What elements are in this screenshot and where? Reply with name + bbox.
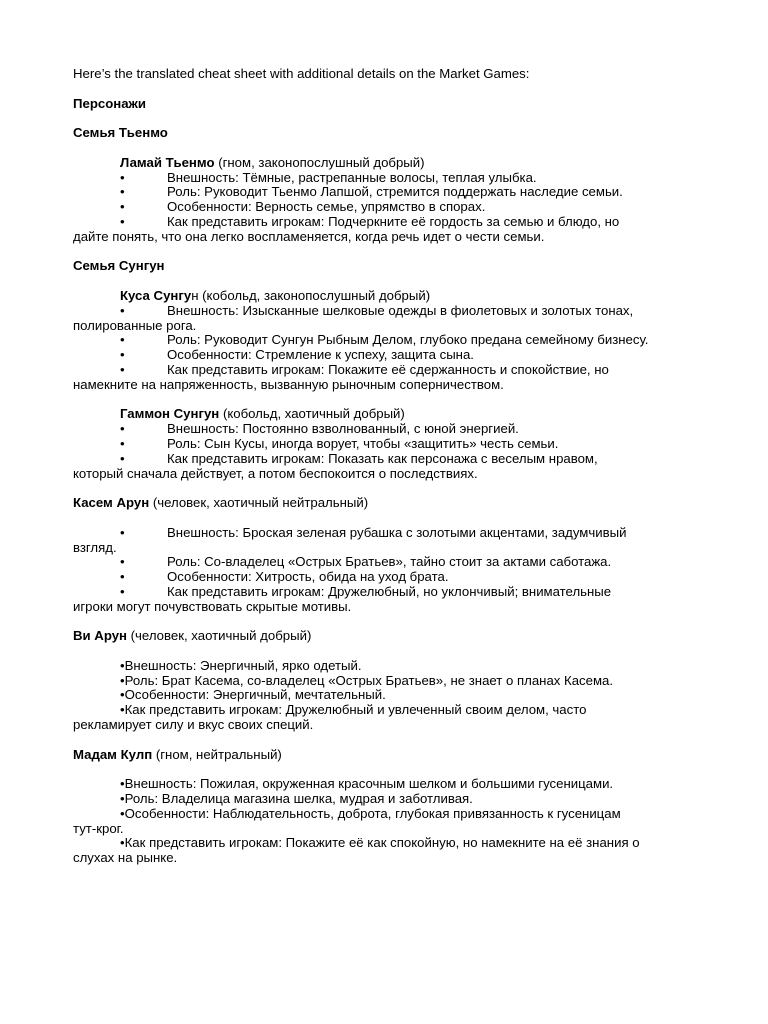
character-lamai <box>73 156 703 171</box>
character-desc: (человек, хаотичный нейтральный) <box>149 495 369 511</box>
list-item: •Особенности: Энергичный, мечтательный. <box>120 687 386 703</box>
character-name: Ламай Тьенмо <box>120 154 215 170</box>
bullet-icon: • <box>120 569 125 585</box>
heading-characters: Персонажи <box>73 95 147 111</box>
character-desc: (гном, законопослушный добрый) <box>214 154 425 170</box>
bullet-icon: • <box>120 169 125 185</box>
character-desc: (гном, нейтральный) <box>152 746 282 762</box>
list-item: •Внешность: Энергичный, ярко одетый. <box>120 657 362 673</box>
character-desc: (человек, хаотичный добрый) <box>127 628 312 644</box>
list-item: •Внешность: Пожилая, окруженная красочным шелком и большими гусеницами. <box>120 776 614 792</box>
document-page <box>73 67 703 866</box>
character-name: Куса Сунгу <box>120 287 192 303</box>
list-item: • Внешность: Броская зеленая рубашка с золотыми акцентами, задумчивый <box>120 524 627 540</box>
list-item-continuation: игроки могут почувствовать скрытые мотивы. <box>73 598 352 614</box>
list-item: • Особенности: Верность семье, упрямство в спорах. <box>120 199 486 215</box>
list-item-continuation: дайте понять, что она легко воспламеняется, когда речь идет о чести семьи. <box>73 228 545 244</box>
list-item: •Особенности: Наблюдательность, доброта, глубокая привязанность к гусеницам <box>120 805 621 821</box>
list-item: •Как представить игрокам: Покажите её как спокойную, но намекните на её знания о <box>120 835 640 851</box>
list-item-continuation: который сначала действует, а потом беспокоится о последствиях. <box>73 465 478 481</box>
list-item: • Как представить игрокам: Показать как персонажа с веселым нравом, <box>120 450 598 466</box>
bullet-icon: • <box>120 213 125 229</box>
bullet-icon: • <box>120 524 125 540</box>
character-desc: н (кобольд, законопослушный добрый) <box>191 287 431 303</box>
bullet-icon: • <box>120 583 125 599</box>
list-item: •Роль: Брат Касема, со-владелец «Острых Братьев», не знает о планах Касема. <box>120 672 614 688</box>
list-item: • Роль: Руководит Сунгун Рыбным Делом, глубоко предана семейному бизнесу. <box>120 332 649 348</box>
character-name: Гаммон Сунгун <box>120 406 220 422</box>
character-name: Мадам Кулп <box>73 746 153 762</box>
list-item: • Роль: Сын Кусы, иногда ворует, чтобы «защитить» честь семьи. <box>120 435 559 451</box>
list-item: • Как представить игрокам: Дружелюбный, но уклончивый; внимательные <box>120 583 612 599</box>
list-item-continuation: тут-крог. <box>73 820 124 836</box>
bullet-icon: • <box>120 184 125 200</box>
list-item: • Особенности: Хитрость, обида на уход брата. <box>120 569 449 585</box>
character-vi <box>73 629 703 644</box>
bullet-icon: • <box>120 302 125 318</box>
intro-text: Here’s the translated cheat sheet with additional details on the Market Games: <box>73 66 530 81</box>
list-item-continuation: рекламирует силу и вкус своих специй. <box>73 717 314 733</box>
character-kusa <box>73 289 703 304</box>
list-item: • Особенности: Стремление к успеху, защита сына. <box>120 347 474 363</box>
bullet-icon: • <box>120 347 125 363</box>
list-item: • Как представить игрокам: Подчеркните её гордость за семью и блюдо, но <box>120 213 620 229</box>
bullet-icon: • <box>120 435 125 451</box>
list-item: • Роль: Руководит Тьенмо Лапшой, стремится поддержать наследие семьи. <box>120 184 623 200</box>
list-item-continuation: полированные рога. <box>73 317 197 333</box>
list-item-continuation: взгляд. <box>73 539 117 555</box>
bullet-icon: • <box>120 199 125 215</box>
list-item-continuation: намекните на напряженность, вызванную рыночным соперничеством. <box>73 376 504 392</box>
heading-family-sungun: Семья Сунгун <box>73 258 165 274</box>
list-item-continuation: слухах на рынке. <box>73 850 178 866</box>
bullet-icon: • <box>120 421 125 437</box>
character-gammon <box>73 407 703 422</box>
list-item: •Роль: Владелица магазина шелка, мудрая и заботливая. <box>120 791 473 807</box>
list-item: •Как представить игрокам: Дружелюбный и увлеченный своим делом, часто <box>120 702 587 718</box>
character-name: Ви Арун <box>73 628 127 644</box>
list-item: • Внешность: Постоянно взволнованный, с юной энергией. <box>120 421 519 437</box>
list-item: • Как представить игрокам: Покажите её сдержанность и спокойствие, но <box>120 361 609 377</box>
list-item: • Внешность: Изысканные шелковые одежды в фиолетовых и золотых тонах, <box>120 302 634 318</box>
bullet-icon: • <box>120 450 125 466</box>
bullet-icon: • <box>120 361 125 377</box>
list-item: • Роль: Со-владелец «Острых Братьев», тайно стоит за актами саботажа. <box>120 554 612 570</box>
character-kasem <box>73 496 703 511</box>
character-kulp <box>73 748 703 763</box>
bullet-icon: • <box>120 332 125 348</box>
heading-family-tienmo: Семья Тьенмо <box>73 125 168 141</box>
bullet-icon: • <box>120 554 125 570</box>
character-desc: (кобольд, хаотичный добрый) <box>219 406 405 422</box>
character-name: Касем Арун <box>73 495 150 511</box>
list-item: • Внешность: Тёмные, растрепанные волосы, теплая улыбка. <box>120 169 537 185</box>
